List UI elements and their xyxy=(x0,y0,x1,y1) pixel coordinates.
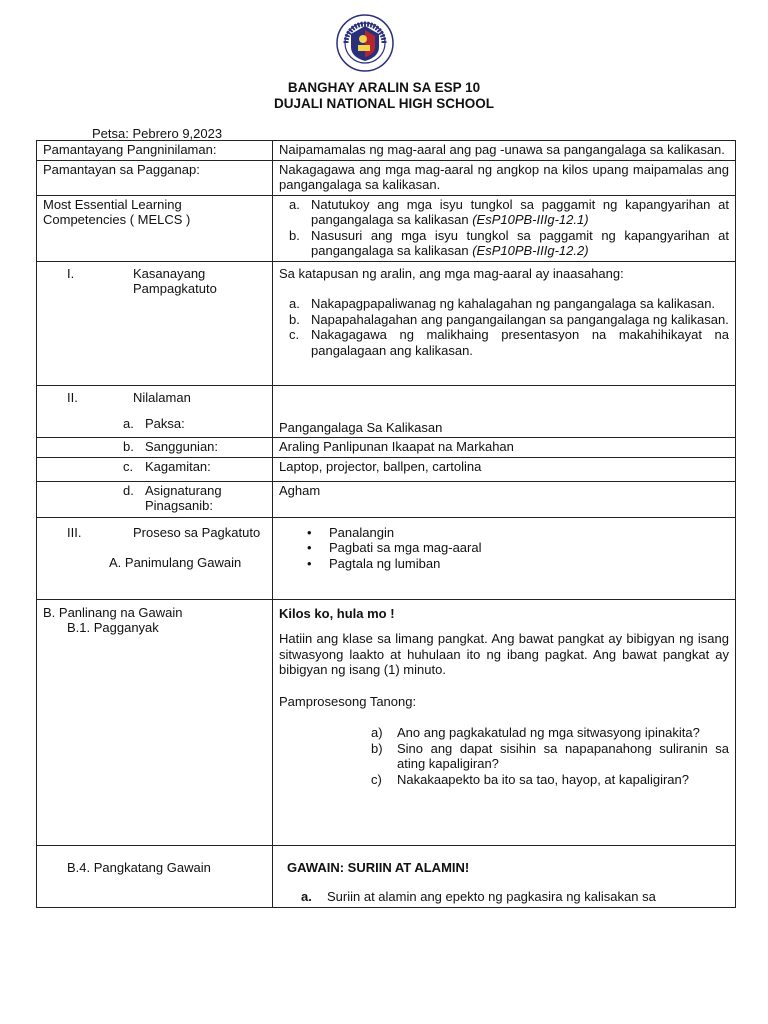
list-text: Nakapagpapaliwanag ng kahalagahan ng pangangalaga sa kalikasan. xyxy=(311,296,716,311)
list-item xyxy=(279,197,729,228)
kagamitan-label: Kagamitan: xyxy=(145,458,211,474)
list-text: Nasusuri ang mga isyu tungkol sa paggamit ng kapangyarihan at pangangalaga sa kalikasan xyxy=(311,227,729,258)
bullet-item: • Pagbati sa mga mag-aaral xyxy=(307,540,482,555)
section-number: III. xyxy=(67,524,82,540)
row-pamantayan-pagganap xyxy=(37,160,736,195)
question-text: Sino ang dapat sisihin sa napapanahong suliranin sa ating kapaligiran? xyxy=(397,740,729,771)
section-number: II. xyxy=(67,389,78,405)
questions-label: Pamprosesong Tanong: xyxy=(279,693,417,709)
sanggunian-value: Araling Panlipunan Ikaapat na Markahan xyxy=(273,438,736,458)
activity-title: Kilos ko, hula mo ! xyxy=(279,605,395,621)
list-item xyxy=(279,327,729,358)
row-pangkatang-gawain xyxy=(37,845,736,907)
bullet-item: • Panalangin xyxy=(307,524,395,540)
list-marker: a. xyxy=(301,889,312,904)
list-item xyxy=(279,296,729,312)
question-marker: c) xyxy=(371,771,382,787)
lesson-plan-table xyxy=(36,140,736,908)
lesson-plan-title: BANGHAY ARALIN SA ESP 10 xyxy=(287,80,481,95)
question-text: Ano ang pagkakatulad ng mga sitwasyong ipinakita? xyxy=(397,725,700,740)
row-pamantayang-pangnilalaman xyxy=(37,141,736,161)
list-marker: d. xyxy=(123,482,134,498)
section-label: Kasanayang Pampagkatuto xyxy=(133,265,217,296)
section-label: Proseso sa Pagkatuto xyxy=(133,524,261,540)
panimulang-label: A. Panimulang Gawain xyxy=(109,555,242,570)
question-item xyxy=(279,741,729,772)
question-item xyxy=(279,725,729,741)
panlinang-label: B. Panlinang na Gawain xyxy=(43,604,183,620)
row-nilalaman xyxy=(37,385,736,438)
question-marker: b) xyxy=(371,740,383,756)
bullet-item: • Pagtala ng lumiban xyxy=(307,555,441,571)
competency-code: (EsP10PB-IIIg-12.1) xyxy=(472,212,589,227)
row-kasanayang-pampagkatuto xyxy=(37,261,736,385)
list-text: Napapahalagahan ang pangangailangan sa pangangalaga ng kalikasan. xyxy=(311,311,729,327)
asignatura-label: Asignaturang Pinagsanib: xyxy=(145,482,222,513)
pagganyak-label: B.1. Pagganyak xyxy=(67,620,159,635)
intro-text: Sa katapusan ng aralin, ang mga mag-aaral ay inaasahang: xyxy=(279,265,624,281)
row-asignatura xyxy=(37,481,736,517)
school-name: DUJALI NATIONAL HIGH SCHOOL xyxy=(273,96,494,111)
list-item xyxy=(279,228,729,259)
activity-title: GAWAIN: SURIIN AT ALAMIN! xyxy=(287,859,470,875)
row-sanggunian xyxy=(37,438,736,458)
row-kagamitan xyxy=(37,457,736,481)
question-marker: a) xyxy=(371,725,383,740)
asignatura-value: Agham xyxy=(273,481,736,517)
pangkatang-label: B.4. Pangkatang Gawain xyxy=(67,859,211,875)
list-marker: b. xyxy=(123,439,134,454)
section-label: Nilalaman xyxy=(133,389,191,405)
competency-code: (EsP10PB-IIIg-12.2) xyxy=(472,243,589,258)
row-proseso xyxy=(37,517,736,599)
row-label: Pamantayan sa Pagganap: xyxy=(37,160,273,195)
question-text: Nakakaapekto ba ito sa tao, hayop, at kapaligiran? xyxy=(397,771,689,787)
row-content: Naipamamalas ng mag-aaral ang pag -unawa sa pangangalaga sa kalikasan. xyxy=(273,141,736,161)
list-marker: c. xyxy=(289,327,300,342)
row-label: Pamantayang Pangninilaman: xyxy=(37,141,273,161)
list-marker: a. xyxy=(123,416,134,431)
row-content xyxy=(273,195,736,261)
section-number: I. xyxy=(67,265,75,281)
deped-seal-logo xyxy=(336,14,394,72)
kagamitan-value: Laptop, projector, ballpen, cartolina xyxy=(273,457,736,481)
list-marker: a. xyxy=(289,196,300,212)
question-item xyxy=(279,772,729,788)
row-melcs xyxy=(37,195,736,261)
lesson-date: Petsa: Pebrero 9,2023 xyxy=(92,126,223,141)
list-marker: c. xyxy=(123,458,134,474)
sanggunian-label: Sanggunian: xyxy=(145,439,219,454)
activity-instructions: Hatiin ang klase sa limang pangkat. Ang bawat pangkat ay bibigyan ng isang sitwasyong laakto at huhulaan ito ng ibang pagkat. Ang bawat pangkat ay bibigyan ng isang (1) minuto. xyxy=(279,631,729,677)
list-text: Natutukoy ang mga isyu tungkol sa paggamit ng kapangyarihan at pangangalaga sa kalikasan xyxy=(311,196,729,227)
list-item xyxy=(279,889,729,905)
list-marker: b. xyxy=(289,311,300,327)
list-text: Nakagagawa ng malikhaing presentasyon na makahihikayat na pangalagaan ang kalikasan. xyxy=(311,327,729,358)
list-item xyxy=(279,312,729,328)
paksa-label: Paksa: xyxy=(145,416,185,431)
paksa-value: Pangangalaga Sa Kalikasan xyxy=(279,419,443,435)
row-panlinang xyxy=(37,599,736,845)
list-marker: a. xyxy=(289,296,300,311)
row-content: Nakagagawa ang mga mag-aaral ng angkop na kilos upang maipamalas ang pangangalaga sa kalikasan. xyxy=(273,160,736,195)
row-content xyxy=(273,261,736,385)
list-text: Suriin at alamin ang epekto ng pagkasira ng kalisakan sa xyxy=(327,889,656,904)
list-marker: b. xyxy=(289,227,300,243)
row-label: Most Essential Learning Competencies ( MELCS ) xyxy=(37,195,273,261)
